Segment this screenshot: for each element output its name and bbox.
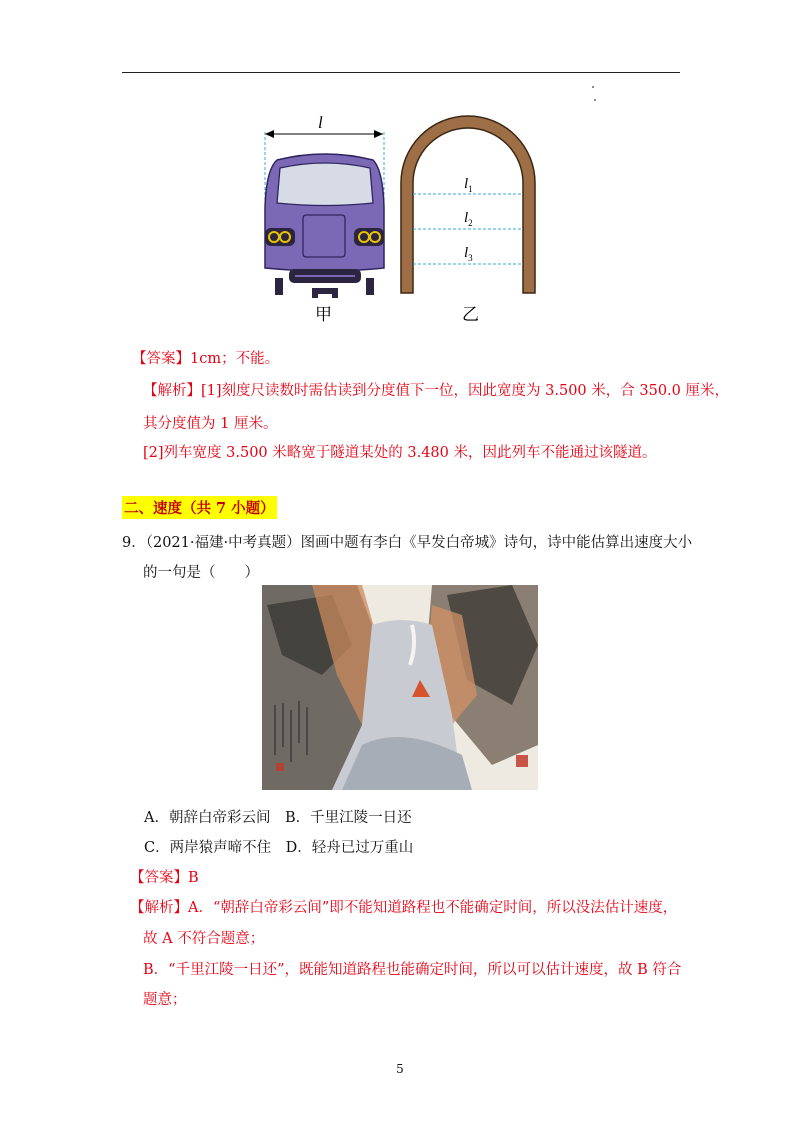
q8-analysis-line: 其分度值为 1 厘米。	[143, 416, 278, 432]
page-number: 5	[396, 1062, 404, 1076]
header-dot	[592, 86, 594, 88]
section-heading: 二、速度（共 7 小题）	[122, 496, 277, 519]
train-label: 甲	[315, 305, 332, 323]
q9-analysis-line: 【解析】A．“朝辞白帝彩云间”即不能知道路程也不能确定时间，所以没法估计速度，	[130, 900, 678, 916]
header-dot	[594, 99, 596, 101]
q9-analysis-line: 题意；	[143, 992, 187, 1008]
q9-answer: 【答案】B	[130, 870, 199, 886]
level-label-2: $l_2$	[464, 210, 473, 228]
q8-answer: 【答案】1cm；不能。	[132, 351, 280, 367]
q9-stem-line: 的一句是（ ）	[143, 565, 259, 581]
q9-analysis-line: 故 A 不符合题意；	[143, 931, 265, 947]
level-label-3: $l_3$	[464, 245, 473, 263]
q9-options-line: C．两岸猿声啼不住 D．轻舟已过万重山	[144, 840, 414, 856]
q8-analysis-line: 【解析】[1]刻度尺读数时需估读到分度值下一位，因此宽度为 3.500 米，合 350.0 厘米，	[143, 383, 729, 399]
level-label-1: $l_1$	[464, 176, 473, 194]
width-arrow	[265, 130, 383, 138]
header-rule	[122, 72, 680, 73]
q9-stem-line: 9．（2021·福建·中考真题）图画中题有李白《早发白帝城》诗句，诗中能估算出速度大小	[122, 535, 693, 551]
width-label: l	[318, 113, 323, 132]
q9-options-line: A．朝辞白帝彩云间 B．千里江陵一日还	[144, 810, 412, 826]
train-tunnel-figure	[255, 108, 555, 323]
train-front	[265, 154, 384, 298]
q8-analysis-line: [2]列车宽度 3.500 米略宽于隧道某处的 3.480 米，因此列车不能通过该隧道。	[143, 445, 657, 461]
q9-analysis-line: B．“千里江陵一日还”，既能知道路程也能确定时间，所以可以估计速度，故 B 符合	[143, 962, 682, 978]
tunnel-outline	[401, 116, 535, 293]
landscape-painting	[262, 585, 538, 790]
tunnel-label: 乙	[462, 305, 479, 323]
